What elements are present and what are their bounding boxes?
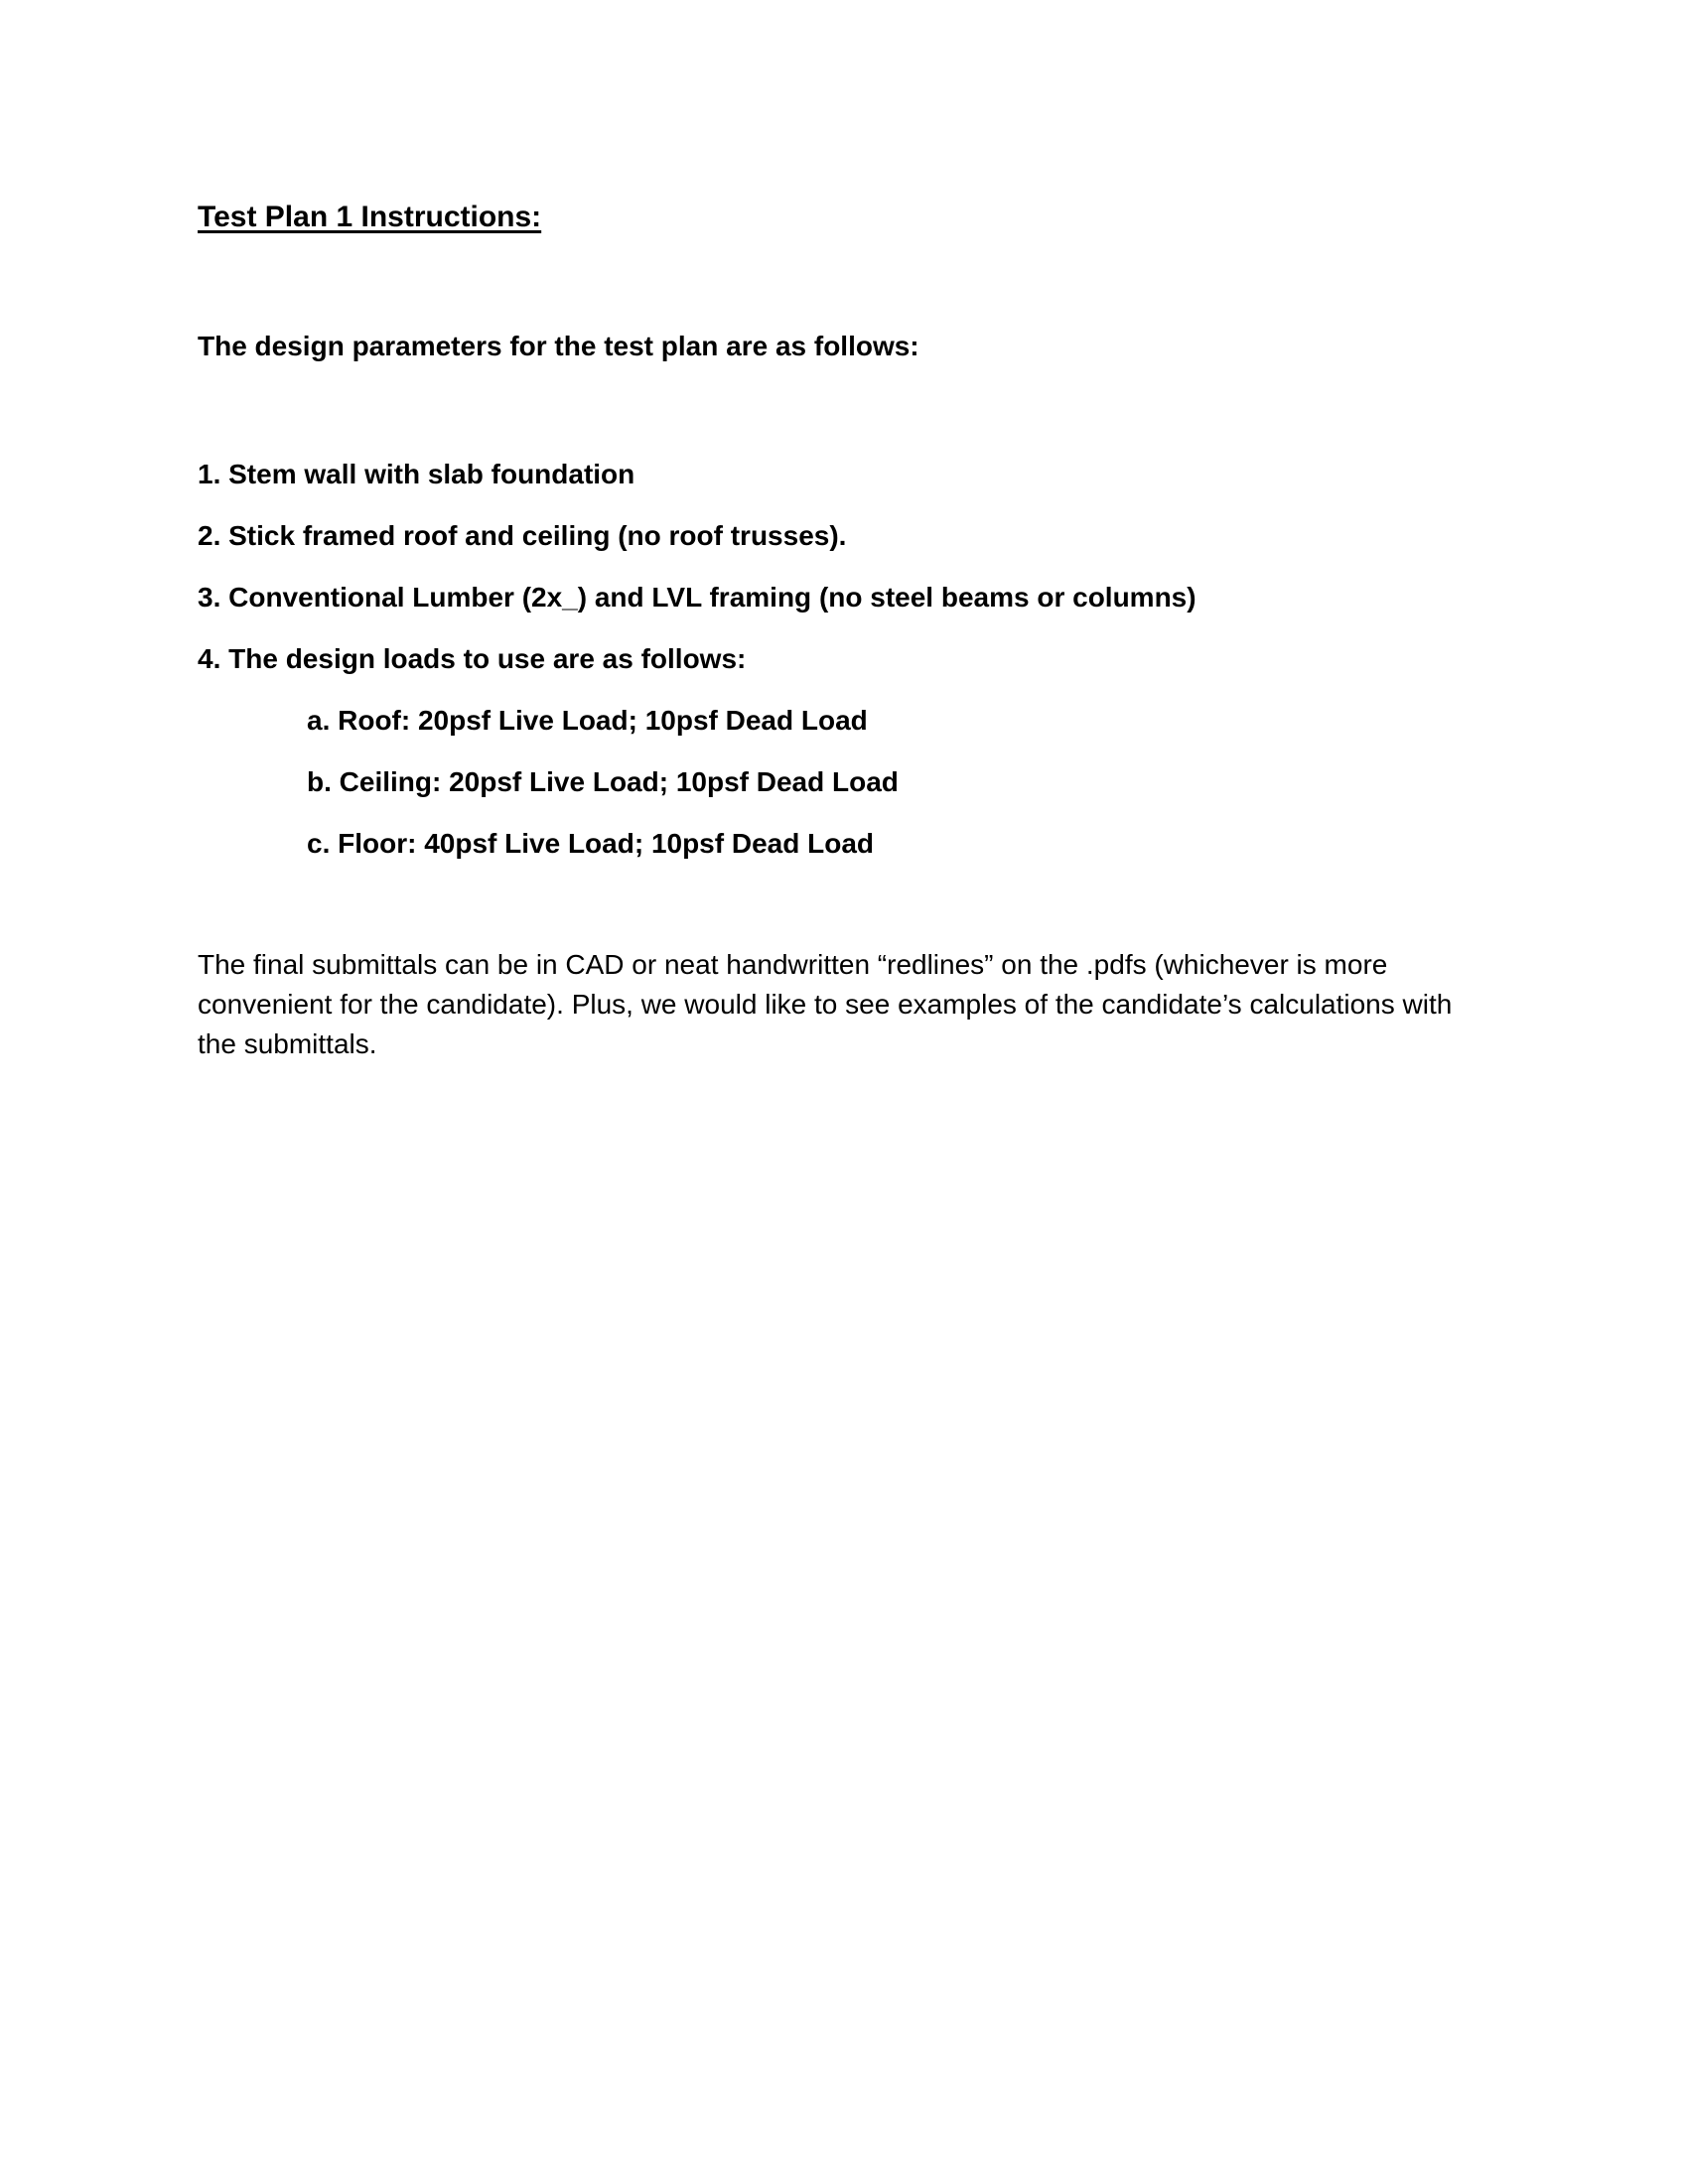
parameter-item: 2. Stick framed roof and ceiling (no roof trusses). — [198, 520, 847, 551]
design-load-item: b. Ceiling: 20psf Live Load; 10psf Dead Load — [307, 766, 899, 797]
design-parameters-list — [198, 455, 1196, 886]
parameter-item: 1. Stem wall with slab foundation — [198, 459, 635, 489]
design-loads-list — [198, 701, 1196, 864]
design-load-item: a. Roof: 20psf Live Load; 10psf Dead Load — [307, 705, 868, 736]
intro-text: The design parameters for the test plan are as follows: — [198, 331, 919, 361]
closing-paragraph: The final submittals can be in CAD or neat handwritten “redlines” on the .pdfs (whichever is more convenient for the candidate). Plus, we would like to see examples of the candidate’s calculations with the submittals. — [198, 949, 1453, 1059]
parameter-item: 3. Conventional Lumber (2x_) and LVL framing (no steel beams or columns) — [198, 582, 1196, 613]
design-loads-container — [198, 701, 1196, 864]
page-title: Test Plan 1 Instructions: — [198, 201, 542, 233]
design-load-item: c. Floor: 40psf Live Load; 10psf Dead Load — [307, 828, 874, 859]
parameter-item: 4. The design loads to use are as follows: — [198, 643, 747, 674]
